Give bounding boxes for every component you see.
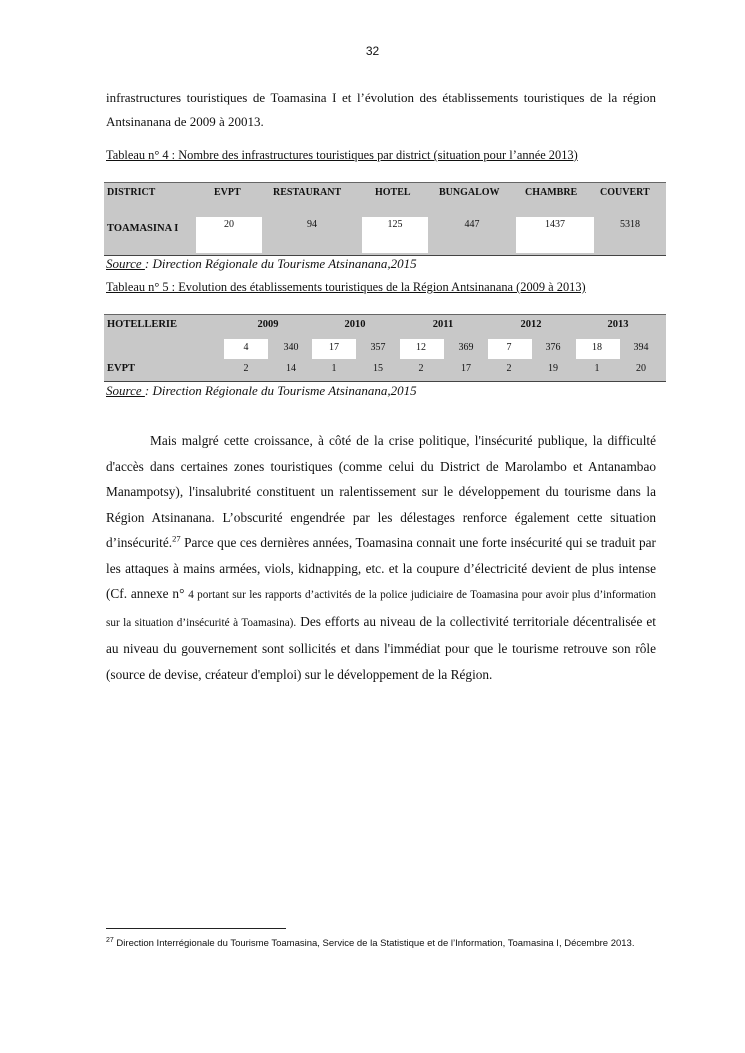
table4-header-hotel: HOTEL — [375, 187, 411, 198]
table5-evpt-value: 17 — [461, 363, 471, 374]
page-number: 32 — [365, 44, 380, 58]
table5-year-2012: 2012 — [520, 319, 542, 330]
table5-year-2009: 2009 — [257, 319, 279, 330]
table5-source-prefix: Source — [106, 383, 145, 398]
main-paragraph — [106, 428, 656, 687]
footnote — [106, 934, 662, 950]
table5-evpt-value: 20 — [636, 363, 646, 374]
table5-source-text: : Direction Régionale du Tourisme Atsinanana,2015 — [144, 383, 417, 398]
table4-header-restaurant: RESTAURANT — [273, 187, 342, 198]
table4-source-text: : Direction Régionale du Tourisme Atsinanana,2015 — [144, 256, 417, 271]
table4-cell-restaurant: 94 — [307, 219, 317, 230]
main-paragraph-part2: Parce que ces dernières années, Toamasina connait une forte insécurité qui se traduit par les attaques à mains armées, viols, kidnapping, etc. et la coupure d’électricité devient de plus intense (Cf. annexe n° — [106, 535, 656, 601]
table5-evpt-value: 2 — [243, 363, 249, 374]
table5-year-2013: 2013 — [607, 319, 629, 330]
table4-header-chambre: CHAMBRE — [525, 187, 578, 198]
table5-evpt-value: 1 — [594, 363, 600, 374]
main-paragraph-part1: Mais malgré cette croissance, à côté de la crise politique, l'insécurité publique, la difficulté d'accès dans certaines zones touristiques (comme celui du District de Marolambo et Antanambao Manampotsy), l'insalubrité constituent un ralentissement sur le développement du tourisme dans la Région Atsinanana. L’obscurité engendrée par les délestages renforce également cette situation d’insécurité. — [106, 433, 656, 550]
footnote-number: 27 — [106, 937, 114, 944]
table5-hotellerie-value: 394 — [633, 342, 649, 353]
table5-source — [106, 383, 417, 399]
intro-paragraph: infrastructures touristiques de Toamasina I et l’évolution des établissements touristiques de la région Antsinanana de 2009 à 20013. — [106, 90, 656, 129]
table5-evpt-value: 19 — [548, 363, 558, 374]
table5-year-2010: 2010 — [344, 319, 366, 330]
table5-evpt-value: 1 — [331, 363, 337, 374]
main-paragraph-part4: Des efforts au niveau de la collectivité territoriale décentralisée et au niveau du gouvernement sont sollicités et dans l'immédiat pour que le tourisme retrouve son rôle (source de devise, créateur d'emploi) sur le développement de la Région. — [106, 613, 656, 682]
table4-cell-chambre: 1437 — [516, 217, 594, 253]
table5-evpt-label: EVPT — [107, 363, 136, 374]
table4-cell-bungalow: 447 — [464, 219, 480, 230]
table5-caption: Tableau n° 5 : Evolution des établissements touristiques de la Région Antsinanana (2009 à 2013) — [106, 280, 586, 294]
table4-header-district: DISTRICT — [107, 187, 156, 198]
table4-header-evpt: EVPT — [214, 187, 241, 198]
table5-hotellerie-value: 340 — [283, 342, 299, 353]
table4-cell-evpt: 20 — [196, 217, 262, 253]
table5-year-2011: 2011 — [432, 319, 454, 330]
table5-hotellerie-value: 7 — [506, 342, 512, 353]
table5-header-label: HOTELLERIE — [107, 319, 178, 330]
table4-row-label: TOAMASINA I — [107, 223, 179, 234]
table5-evpt-value: 2 — [418, 363, 424, 374]
table5 — [104, 314, 666, 382]
table5-hotellerie-value: 17 — [329, 342, 339, 353]
table4-source — [106, 256, 417, 272]
table4-caption: Tableau n° 4 : Nombre des infrastructures touristiques par district (situation pour l’année 2013) — [106, 148, 578, 162]
table5-evpt-value: 2 — [506, 363, 512, 374]
table4 — [104, 182, 666, 256]
table4-header-couvert: COUVERT — [600, 187, 650, 198]
table5-evpt-value: 14 — [286, 363, 296, 374]
table4-cell-hotel: 125 — [362, 217, 428, 253]
table4-cell-couvert: 5318 — [620, 219, 640, 230]
table5-hotellerie-value: 12 — [416, 342, 426, 353]
main-paragraph-annex-note: 4 portant sur les rapports d’activités de la police judiciaire de Toamasina pour avoir plus d’information sur la situation d’insécurité à Toamasina). — [106, 589, 656, 629]
table5-hotellerie-value: 18 — [592, 342, 602, 353]
table5-hotellerie-value: 369 — [458, 342, 474, 353]
table5-hotellerie-value: 4 — [243, 342, 249, 353]
table5-evpt-value: 15 — [373, 363, 383, 374]
table4-source-prefix: Source — [106, 256, 145, 271]
table4-header-bungalow: BUNGALOW — [439, 187, 500, 198]
table5-hotellerie-value: 376 — [545, 342, 561, 353]
footnote-reference[interactable]: 27 — [172, 533, 181, 544]
footnote-text: Direction Interrégionale du Tourisme Toamasina, Service de la Statistique et de l’Information, Toamasina I, Décembre 2013. — [113, 938, 635, 950]
table5-hotellerie-value: 357 — [370, 342, 386, 353]
footnote-separator — [106, 928, 286, 929]
